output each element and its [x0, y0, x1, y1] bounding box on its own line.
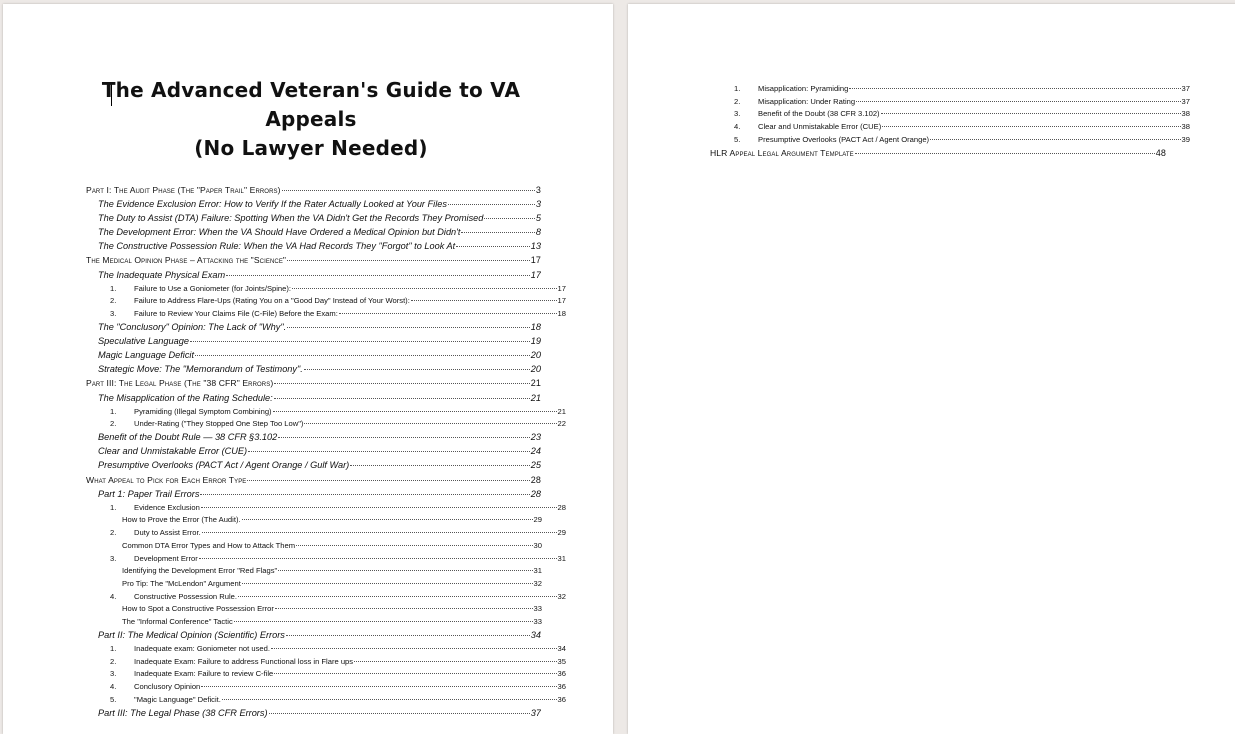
toc-page-number: 3 — [535, 185, 541, 195]
toc-entry-title: What Appeal to Pick for Each Error Type — [86, 475, 247, 485]
toc-dot-leader — [278, 570, 532, 571]
toc-entry-title: Part III: The Legal Phase (The "38 CFR" Errors) — [86, 378, 274, 388]
toc-entry-title: The Duty to Assist (DTA) Failure: Spotting When the VA Didn't Get the Records They Promised — [98, 213, 484, 223]
toc-entry[interactable] — [110, 682, 566, 691]
toc-entry-number: 1. — [110, 407, 117, 416]
toc-dot-leader — [248, 451, 530, 452]
toc-entry-title: The "Conclusory" Opinion: The Lack of "Why". — [98, 322, 287, 332]
toc-dot-leader — [275, 608, 533, 609]
toc-dot-leader — [247, 480, 529, 481]
toc-entry[interactable] — [98, 241, 541, 251]
toc-page-number: 39 — [1181, 135, 1190, 144]
toc-dot-leader — [287, 327, 530, 328]
toc-page-number: 28 — [557, 503, 566, 512]
toc-page-number: 20 — [530, 364, 541, 374]
toc-dot-leader — [202, 532, 557, 533]
toc-dot-leader — [461, 232, 534, 233]
toc-entry[interactable] — [86, 185, 541, 195]
toc-entry[interactable] — [98, 199, 541, 209]
toc-entry-title: Duty to Assist Error. — [134, 528, 201, 537]
toc-entry[interactable] — [98, 364, 541, 374]
toc-page-number: 31 — [533, 566, 542, 575]
toc-page-number: 29 — [557, 528, 566, 537]
toc-entry-title: "Magic Language" Deficit. — [134, 695, 221, 704]
toc-entry[interactable] — [98, 213, 541, 223]
toc-page-number: 23 — [530, 432, 541, 442]
toc-dot-leader — [282, 190, 535, 191]
toc-dot-leader — [350, 465, 530, 466]
toc-entry-title: Conclusory Opinion — [134, 682, 201, 691]
toc-dot-leader — [269, 713, 530, 714]
toc-entry-title: Part II: The Medical Opinion (Scientific) Errors — [98, 630, 285, 640]
toc-dot-leader — [930, 139, 1180, 140]
toc-page-number: 29 — [533, 515, 542, 524]
toc-entry-title: How to Spot a Constructive Possession Error — [122, 604, 274, 613]
toc-entry-title: The Development Error: When the VA Should Have Ordered a Medical Opinion but Didn't — [98, 227, 461, 237]
toc-entry-number: 5. — [734, 135, 741, 144]
toc-page-number: 17 — [557, 284, 566, 293]
toc-entry-title: Development Error — [134, 554, 198, 563]
toc-entry[interactable] — [122, 541, 542, 550]
toc-dot-leader — [278, 437, 530, 438]
toc-entry-title: Strategic Move: The "Memorandum of Testimony". — [98, 364, 303, 374]
toc-entry[interactable] — [98, 336, 541, 346]
toc-entry-title: Inadequate Exam: Failure to address Functional loss in Flare ups — [134, 657, 354, 666]
toc-entry-title: Benefit of the Doubt Rule — 38 CFR §3.102 — [98, 432, 278, 442]
toc-dot-leader — [274, 398, 530, 399]
toc-entry-title: Part III: The Legal Phase (38 CFR Errors) — [98, 708, 268, 718]
toc-entry-title: Common DTA Error Types and How to Attack Them — [122, 541, 296, 550]
toc-entry[interactable] — [98, 227, 541, 237]
toc-page-number: 34 — [557, 644, 566, 653]
toc-page-number: 17 — [557, 296, 566, 305]
toc-dot-leader — [200, 494, 529, 495]
toc-dot-leader — [484, 218, 534, 219]
toc-page-number: 33 — [533, 604, 542, 613]
toc-entry-number: 1. — [734, 84, 741, 93]
toc-entry[interactable] — [110, 657, 566, 666]
toc-entry-title: The Constructive Possession Rule: When the VA Had Records They "Forgot" to Look At — [98, 241, 456, 251]
toc-entry[interactable] — [110, 669, 566, 678]
toc-dot-leader — [448, 204, 535, 205]
toc-entry[interactable] — [110, 284, 566, 293]
toc-entry-number: 2. — [110, 657, 117, 666]
toc-entry-title: Under-Rating ("They Stopped One Step Too Low") — [134, 419, 304, 428]
title-line: Appeals — [265, 107, 357, 131]
toc-entry-title: Magic Language Deficit — [98, 350, 195, 360]
toc-page-number: 21 — [557, 407, 566, 416]
toc-entry[interactable] — [734, 109, 1190, 118]
toc-page-number: 48 — [1155, 148, 1166, 158]
toc-entry-number: 3. — [734, 109, 741, 118]
toc-dot-leader — [199, 558, 557, 559]
toc-entry-number: 3. — [110, 669, 117, 678]
toc-page-number: 34 — [530, 630, 541, 640]
toc-entry[interactable] — [122, 604, 542, 613]
toc-dot-leader — [234, 621, 533, 622]
toc-entry[interactable] — [122, 579, 542, 588]
toc-entry-number: 2. — [734, 97, 741, 106]
toc-dot-leader — [287, 260, 530, 261]
toc-entry[interactable] — [86, 475, 541, 485]
toc-dot-leader — [195, 355, 530, 356]
toc-dot-leader — [273, 411, 557, 412]
toc-page-number: 32 — [557, 592, 566, 601]
toc-entry[interactable] — [98, 460, 541, 470]
toc-entry[interactable] — [98, 446, 541, 456]
toc-entry-title: Part I: The Audit Phase (The "Paper Trail" Errors) — [86, 185, 281, 195]
toc-dot-leader — [292, 288, 557, 289]
toc-entry-title: HLR Appeal Legal Argument Template — [710, 148, 854, 158]
toc-page-number: 31 — [557, 554, 566, 563]
toc-dot-leader — [856, 101, 1180, 102]
toc-entry-title: The Inadequate Physical Exam — [98, 270, 226, 280]
toc-dot-leader — [286, 635, 530, 636]
toc-entry-title: Identifying the Development Error "Red Flags" — [122, 566, 278, 575]
toc-entry-title: Pro Tip: The "McLendon" Argument — [122, 579, 241, 588]
toc-entry-title: The Medical Opinion Phase – Attacking the "Science" — [86, 255, 287, 265]
toc-entry[interactable] — [110, 644, 566, 653]
document-title[interactable] — [83, 76, 539, 163]
toc-entry[interactable] — [734, 97, 1190, 106]
toc-entry-title: Presumptive Overlooks (PACT Act / Agent Orange) — [758, 135, 930, 144]
title-line: (No Lawyer Needed) — [194, 136, 428, 160]
toc-entry[interactable] — [122, 566, 542, 575]
toc-page-number: 19 — [530, 336, 541, 346]
toc-entry-title: Constructive Possession Rule. — [134, 592, 237, 601]
toc-page-number: 21 — [530, 393, 541, 403]
toc-entry-title: Part 1: Paper Trail Errors — [98, 489, 200, 499]
toc-entry-number: 5. — [110, 695, 117, 704]
toc-dot-leader — [274, 673, 556, 674]
toc-entry-number: 4. — [734, 122, 741, 131]
toc-entry[interactable] — [122, 617, 542, 626]
toc-entry[interactable] — [110, 309, 566, 318]
toc-page-number: 38 — [1181, 109, 1190, 118]
toc-page-number: 30 — [533, 541, 542, 550]
toc-entry[interactable] — [110, 554, 566, 563]
toc-dot-leader — [849, 88, 1180, 89]
toc-dot-leader — [855, 153, 1155, 154]
toc-entry-title: Presumptive Overlooks (PACT Act / Agent Orange / Gulf War) — [98, 460, 350, 470]
toc-page-number: 18 — [530, 322, 541, 332]
toc-entry[interactable] — [110, 592, 566, 601]
toc-page-number: 28 — [530, 475, 541, 485]
toc-entry[interactable] — [110, 419, 566, 428]
toc-entry-title: Misapplication: Pyramiding — [758, 84, 849, 93]
toc-entry[interactable] — [110, 528, 566, 537]
toc-dot-leader — [190, 341, 530, 342]
toc-entry-title: Failure to Review Your Claims File (C-File) Before the Exam: — [134, 309, 338, 318]
toc-entry-title: Misapplication: Under Rating — [758, 97, 856, 106]
toc-page-number: 13 — [530, 241, 541, 251]
toc-entry[interactable] — [98, 489, 541, 499]
toc-entry-title: Inadequate Exam: Failure to review C-file — [134, 669, 274, 678]
toc-dot-leader — [304, 369, 530, 370]
toc-entry[interactable] — [98, 432, 541, 442]
toc-page-number: 5 — [535, 213, 541, 223]
document-page-1[interactable] — [3, 4, 613, 734]
toc-page-number: 3 — [535, 199, 541, 209]
toc-dot-leader — [456, 246, 530, 247]
toc-entry-number: 1. — [110, 503, 117, 512]
toc-entry-number: 2. — [110, 528, 117, 537]
toc-entry[interactable] — [110, 695, 566, 704]
toc-entry-title: Benefit of the Doubt (38 CFR 3.102) — [758, 109, 880, 118]
toc-entry-number: 4. — [110, 682, 117, 691]
toc-dot-leader — [274, 383, 529, 384]
toc-entry[interactable] — [98, 322, 541, 332]
toc-dot-leader — [354, 661, 556, 662]
toc-page-number: 36 — [557, 682, 566, 691]
toc-dot-leader — [882, 126, 1180, 127]
toc-page-number: 21 — [530, 378, 541, 388]
toc-entry-title: Evidence Exclusion — [134, 503, 200, 512]
toc-entry[interactable] — [734, 122, 1190, 131]
toc-page-number: 28 — [530, 489, 541, 499]
toc-dot-leader — [881, 113, 1181, 114]
toc-entry[interactable] — [710, 148, 1166, 158]
toc-entry-title: The "Informal Conference" Tactic — [122, 617, 233, 626]
toc-entry[interactable] — [110, 503, 566, 512]
toc-dot-leader — [304, 423, 556, 424]
toc-entry[interactable] — [98, 708, 541, 718]
toc-dot-leader — [411, 300, 557, 301]
toc-entry[interactable] — [98, 350, 541, 360]
toc-entry-title: Pyramiding (Illegal Symptom Combining) — [134, 407, 272, 416]
toc-page-number: 32 — [533, 579, 542, 588]
toc-page-number: 24 — [530, 446, 541, 456]
toc-dot-leader — [238, 596, 557, 597]
toc-entry[interactable] — [110, 407, 566, 416]
toc-entry[interactable] — [98, 270, 541, 280]
toc-dot-leader — [296, 545, 533, 546]
toc-entry-title: The Evidence Exclusion Error: How to Verify If the Rater Actually Looked at Your Files — [98, 199, 447, 209]
toc-entry-title: Failure to Address Flare-Ups (Rating You on a "Good Day" Instead of Your Worst): — [134, 296, 410, 305]
toc-dot-leader — [242, 583, 533, 584]
toc-dot-leader — [226, 275, 530, 276]
toc-page-number: 36 — [557, 669, 566, 678]
toc-entry-number: 3. — [110, 309, 117, 318]
toc-entry-number: 3. — [110, 554, 117, 563]
toc-page-number: 33 — [533, 617, 542, 626]
toc-dot-leader — [271, 648, 557, 649]
toc-entry[interactable] — [110, 296, 566, 305]
toc-entry[interactable] — [86, 378, 541, 388]
toc-entry-number: 2. — [110, 296, 117, 305]
toc-page-number: 17 — [530, 255, 541, 265]
toc-dot-leader — [242, 519, 533, 520]
toc-entry-title: The Misapplication of the Rating Schedule: — [98, 393, 273, 403]
toc-entry-title: Clear and Unmistakable Error (CUE) — [758, 122, 882, 131]
toc-page-number: 20 — [530, 350, 541, 360]
toc-page-number: 18 — [557, 309, 566, 318]
toc-entry-title: Inadequate exam: Goniometer not used. — [134, 644, 270, 653]
toc-page-number: 38 — [1181, 122, 1190, 131]
toc-entry[interactable] — [98, 630, 541, 640]
toc-dot-leader — [222, 699, 557, 700]
toc-entry-title: How to Prove the Error (The Audit). — [122, 515, 241, 524]
toc-page-number: 35 — [557, 657, 566, 666]
toc-entry[interactable] — [734, 135, 1190, 144]
toc-page-number: 8 — [535, 227, 541, 237]
toc-page-number: 25 — [530, 460, 541, 470]
toc-entry-number: 4. — [110, 592, 117, 601]
toc-dot-leader — [201, 686, 556, 687]
document-page-2[interactable] — [628, 4, 1235, 734]
toc-dot-leader — [201, 507, 557, 508]
toc-entry[interactable] — [122, 515, 542, 524]
toc-page-number: 37 — [530, 708, 541, 718]
toc-entry-number: 1. — [110, 284, 117, 293]
toc-entry-number: 1. — [110, 644, 117, 653]
toc-entry[interactable] — [734, 84, 1190, 93]
toc-dot-leader — [339, 313, 557, 314]
toc-entry-number: 2. — [110, 419, 117, 428]
title-line: The Advanced Veteran's Guide to VA — [101, 78, 521, 102]
toc-page-number: 22 — [557, 419, 566, 428]
toc-entry-title: Failure to Use a Goniometer (for Joints/Spine): — [134, 284, 292, 293]
toc-entry[interactable] — [98, 393, 541, 403]
toc-entry-title: Speculative Language — [98, 336, 189, 346]
toc-page-number: 37 — [1181, 84, 1190, 93]
toc-page-number: 37 — [1181, 97, 1190, 106]
toc-entry[interactable] — [86, 255, 541, 265]
toc-entry-title: Clear and Unmistakable Error (CUE) — [98, 446, 248, 456]
toc-page-number: 17 — [530, 270, 541, 280]
toc-page-number: 36 — [557, 695, 566, 704]
